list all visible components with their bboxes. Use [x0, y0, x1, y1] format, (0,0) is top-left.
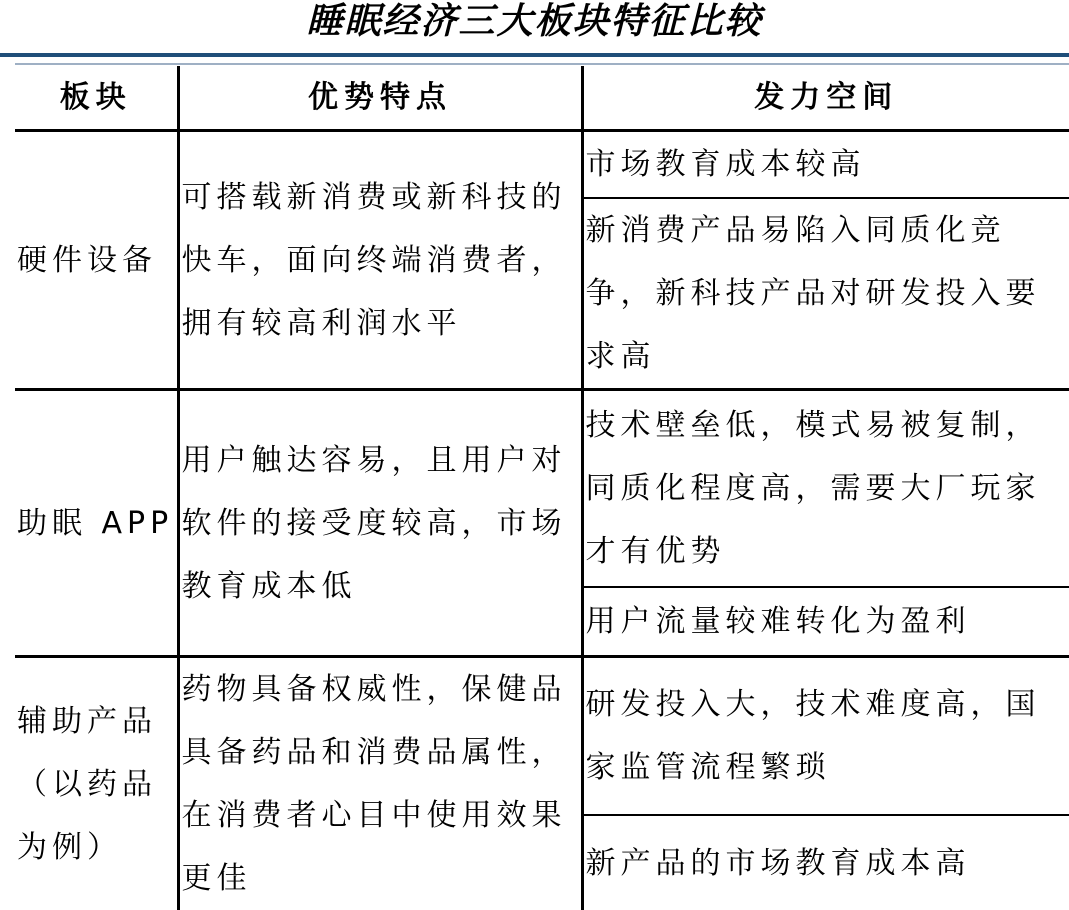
comparison-table — [15, 66, 1069, 910]
space-cell: 市场教育成本较高 — [582, 131, 1069, 199]
page-title: 睡眠经济三大板块特征比较 — [0, 0, 1069, 52]
table-row — [15, 657, 1069, 816]
space-cell: 技术壁垒低，模式易被复制，同质化程度高，需要大厂玩家才有优势 — [582, 390, 1069, 588]
advantage-cell: 可搭载新消费或新科技的快车，面向终端消费者，拥有较高利润水平 — [178, 131, 582, 390]
advantage-cell: 用户触达容易，且用户对软件的接受度较高，市场教育成本低 — [178, 390, 582, 657]
space-cell: 新产品的市场教育成本高 — [582, 815, 1069, 910]
space-cell: 研发投入大，技术难度高，国家监管流程繁琐 — [582, 657, 1069, 816]
table-row — [15, 390, 1069, 588]
table-row — [15, 131, 1069, 199]
sector-cell: 辅助产品（以药品为例） — [15, 657, 178, 910]
header-advantage: 优势特点 — [178, 66, 582, 131]
header-sector: 板块 — [15, 66, 178, 131]
sector-cell: 助眠 APP — [15, 390, 178, 657]
title-divider — [0, 53, 1069, 57]
table-header-row — [15, 66, 1069, 131]
sector-cell: 硬件设备 — [15, 131, 178, 390]
header-space: 发力空间 — [582, 66, 1069, 131]
advantage-cell: 药物具备权威性，保健品具备药品和消费品属性，在消费者心目中使用效果更佳 — [178, 657, 582, 910]
space-cell: 新消费产品易陷入同质化竞争，新科技产品对研发投入要求高 — [582, 198, 1069, 390]
space-cell: 用户流量较难转化为盈利 — [582, 587, 1069, 657]
table-top-rule — [15, 63, 1069, 65]
